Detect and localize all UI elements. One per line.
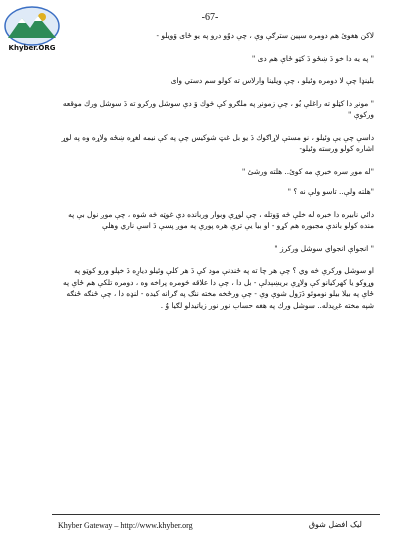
footer-website: Khyber Gateway – http://www.khyber.org: [58, 521, 193, 530]
paragraph: لاكن هغوئ هم دومره سپين سترګې وې ، چې دوُو درو په يو ځاى وَويلو -: [156, 31, 374, 40]
paragraph: بلينډا چې لا دومره وئيلو ، چې ويلينا وارلاس ته كولو سم دستي واى: [170, 76, 374, 85]
paragraph: " انجواې انجواي سوشل وركرز ": [274, 243, 374, 253]
document-body: [58, 30, 374, 322]
paragraph: " په يه دا خو دَ ښځو دَ كټو ځاې هم دى ": [251, 53, 374, 63]
paragraph: " مونږ دا كټلو ته راغلې يُو ، چې زمونږ په ملګرو كې څوك وَ دې سوشل وركرو ته دَ سوشل ورك موقعه وركوې ": [62, 98, 374, 119]
footer-author: ليک افضل شوق: [308, 520, 362, 529]
footer-divider: [52, 514, 380, 515]
logo-mountains-icon: [2, 4, 62, 48]
page-number: -67-: [201, 12, 219, 23]
paragraph: داسې چې يې وئيلو ، نو مستې لاړاګوك دَ يو بل غټ شوكيس چې په كې نيمه لغړه ښځه ولاړه وه په لوړ اشاره كولو ورسته وئيلو-: [61, 132, 374, 153]
logo-caption: Khyber.ORG: [8, 44, 56, 52]
paragraph: او سوشل وركرې څه وي ؟ چې هر چا ته په ځندنې مود كې دَ هر كلې وئيلو ديارِه دَ خپلو ورو كوټو په وړوكو يا كهركيانو كې ولاړې بريښېدلې - بل دا ، چې دا علاقه څومره پراخه وه ، دومره تلكې هم ځاې په ځاې په بيلا بيلو نوموئو دَرَول شوې وې - چې ورځخه مخته ننګ په ګرانه كيده - لنډه دا ، چې ځنګه ځنګه شپه مخته غږيدله.. سوشل ورك په هغه حساب نور نور زياتيدلو لګيا وُ .: [63, 266, 374, 310]
paragraph: "له موږ سره خبرې مه كوئ.. هلته ورشئ ": [241, 166, 374, 176]
paragraph: دائي نابيره دا خبره له خلې څه وَوتله ، چې لوړې وبوار وربانده دې غوټه څه شوه ، چې موږ نول بې په منده كولو باندې مجبوره هم كړو - او بيا يې ترې هره پورې په موږ پسې دَ اسې ناري وهلې: [68, 209, 374, 230]
paragraph: "هلته ولې.. تاسو ولې نه ؟ ": [287, 187, 374, 196]
